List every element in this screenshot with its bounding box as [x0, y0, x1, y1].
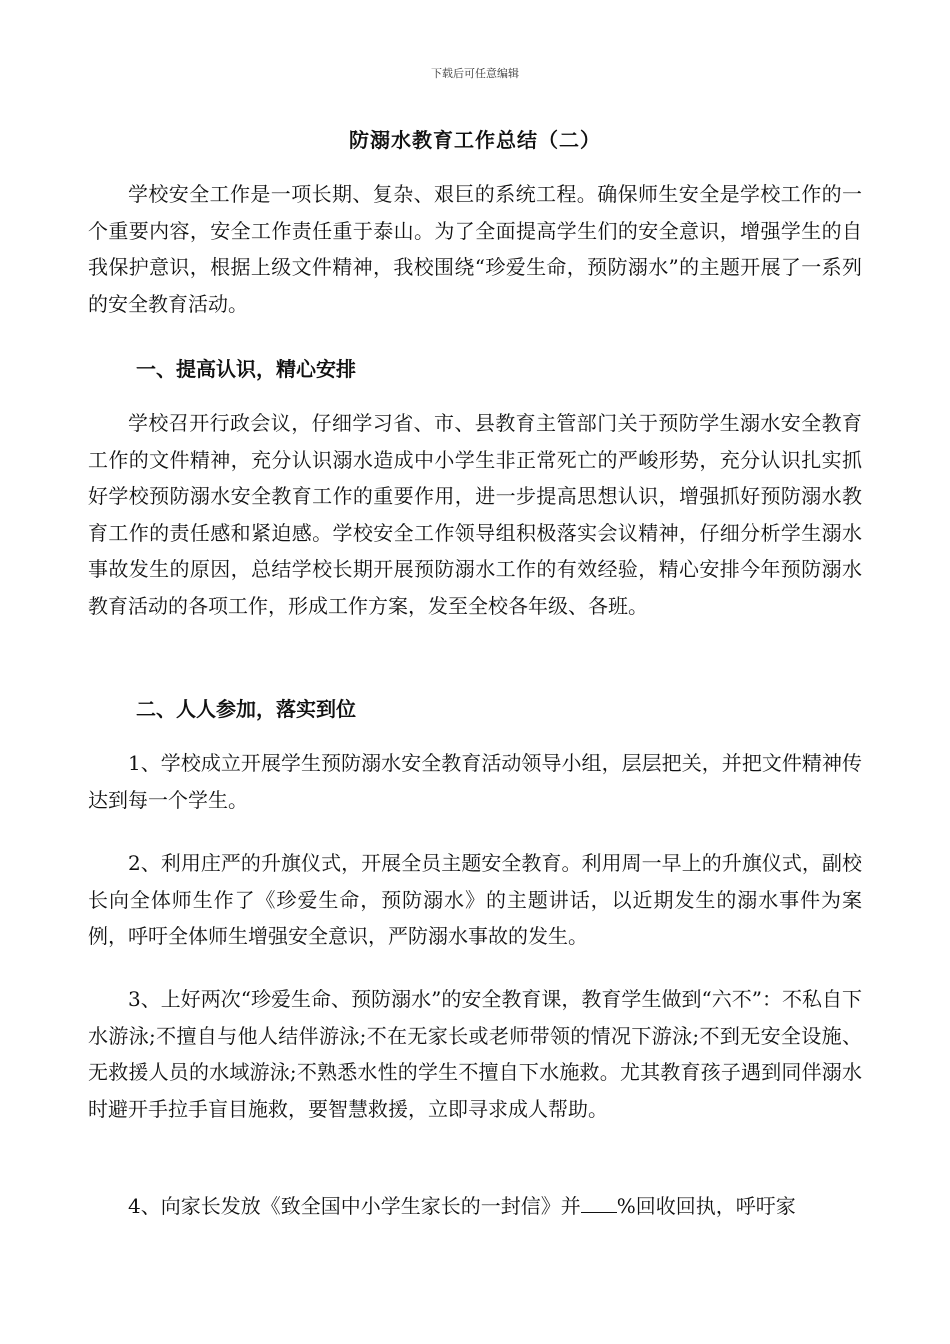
- section-heading-1: 一、提高认识，精心安排: [136, 357, 356, 381]
- section-1-paragraph: 学校召开行政会议，仔细学习省、市、县教育主管部门关于预防学生溺水安全教育工作的文件精神，充分认识溺水造成中小学生非正常死亡的严峻形势，充分认识扎实抓好学校预防溺水安全教育工作的重要作用，进一步提高思想认识，增强抓好预防溺水教育工作的责任感和紧迫感。学校安全工作领导组积极落实会议精神，仔细分析学生溺水事故发生的原因，总结学校长期开展预防溺水工作的有效经验，精心安排今年预防溺水教育活动的各项工作，形成工作方案，发至全校各年级、各班。: [88, 411, 862, 618]
- section-heading-2: 二、人人参加，落实到位: [136, 697, 356, 721]
- intro-paragraph: 学校安全工作是一项长期、复杂、艰巨的系统工程。确保师生安全是学校工作的一个重要内容，安全工作责任重于泰山。为了全面提高学生们的安全意识，增强学生的自我保护意识，根据上级文件精神，我校围绕“珍爱生命，预防溺水”的主题开展了一系列的安全教育活动。: [88, 182, 862, 316]
- list-item-3: 3、上好两次“珍爱生命、预防溺水”的安全教育课，教育学生做到“六不”：不私自下水游泳;不擅自与他人结伴游泳;不在无家长或老师带领的情况下游泳;不到无安全设施、无救援人员的水域游泳;不熟悉水性的学生不擅自下水施救。尤其教育孩子遇到同伴溺水时避开手拉手盲目施救，要智慧救援，立即寻求成人帮助。: [88, 987, 862, 1121]
- fill-in-blank: [581, 1194, 617, 1213]
- list-item-1: 1、学校成立开展学生预防溺水安全教育活动领导小组，层层把关，并把文件精神传达到每一个学生。: [88, 751, 862, 812]
- header-note: 下载后可任意编辑: [431, 67, 519, 80]
- page-title: 防溺水教育工作总结（二）: [349, 128, 601, 152]
- list-item-4-text-end: %回收回执，呼吁家: [616, 1194, 796, 1218]
- list-item-2: 2、利用庄严的升旗仪式，开展全员主题安全教育。利用周一早上的升旗仪式，副校长向全体师生作了《珍爱生命，预防溺水》的主题讲话，以近期发生的溺水事件为案例，呼吁全体师生增强安全意识，严防溺水事故的发生。: [88, 851, 862, 948]
- list-item-4-text-start: 4、向家长发放《致全国中小学生家长的一封信》并: [128, 1194, 581, 1218]
- list-item-4: [88, 1188, 862, 1225]
